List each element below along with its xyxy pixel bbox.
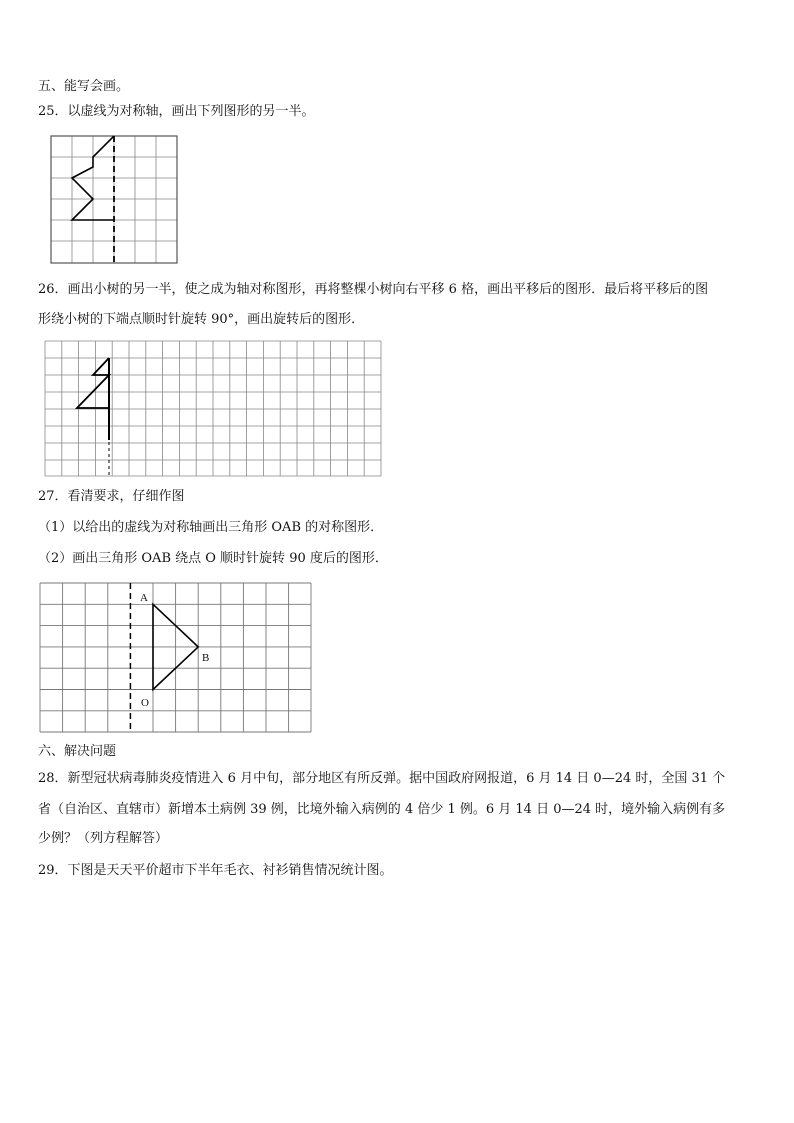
question-28-line1: 28．新型冠状病毒肺炎疫情进入 6 月中旬，部分地区有所反弹。据中国政府网报道，6 月 14 日 0—24 时，全国 31 个 [38,771,726,786]
section-five-title: 五、能写会画。 [38,79,130,94]
q26-grid-figure [44,340,382,477]
section-six-title: 六、解决问题 [38,744,117,759]
point-a-label: A [140,592,148,604]
question-27-title: 27．看清要求，仔细作图 [38,489,185,504]
q27-grid-figure [39,582,312,734]
question-29: 29．下图是天天平价超市下半年毛衣、衬衫销售情况统计图。 [38,863,393,878]
q27-grid [40,583,311,732]
question-26-line1: 26．画出小树的另一半，使之成为轴对称图形，再将整棵小树向右平移 6 格，画出平移后的图形．最后将平移后的图 [38,282,709,297]
q25-grid-figure [50,135,178,265]
question-28-line2: 省（自治区、直辖市）新增本土病例 39 例，比境外输入病例的 4 倍少 1 例。6 月 14 日 0—24 时，境外输入病例有多 [38,802,726,817]
question-27-part1: （1）以给出的虚线为对称轴画出三角形 OAB 的对称图形． [38,520,384,535]
point-o-label: O [141,697,149,709]
question-27-part2: （2）画出三角形 OAB 绕点 O 顺时针旋转 90 度后的图形． [38,551,388,566]
question-25: 25．以虚线为对称轴，画出下列图形的另一半。 [38,104,315,119]
q26-tree-half [77,358,109,408]
point-b-label: B [202,652,210,664]
question-28-line3: 少例？（列方程解答） [38,831,169,846]
question-26-line2: 形绕小树的下端点顺时针旋转 90°，画出旋转后的图形． [38,312,365,327]
